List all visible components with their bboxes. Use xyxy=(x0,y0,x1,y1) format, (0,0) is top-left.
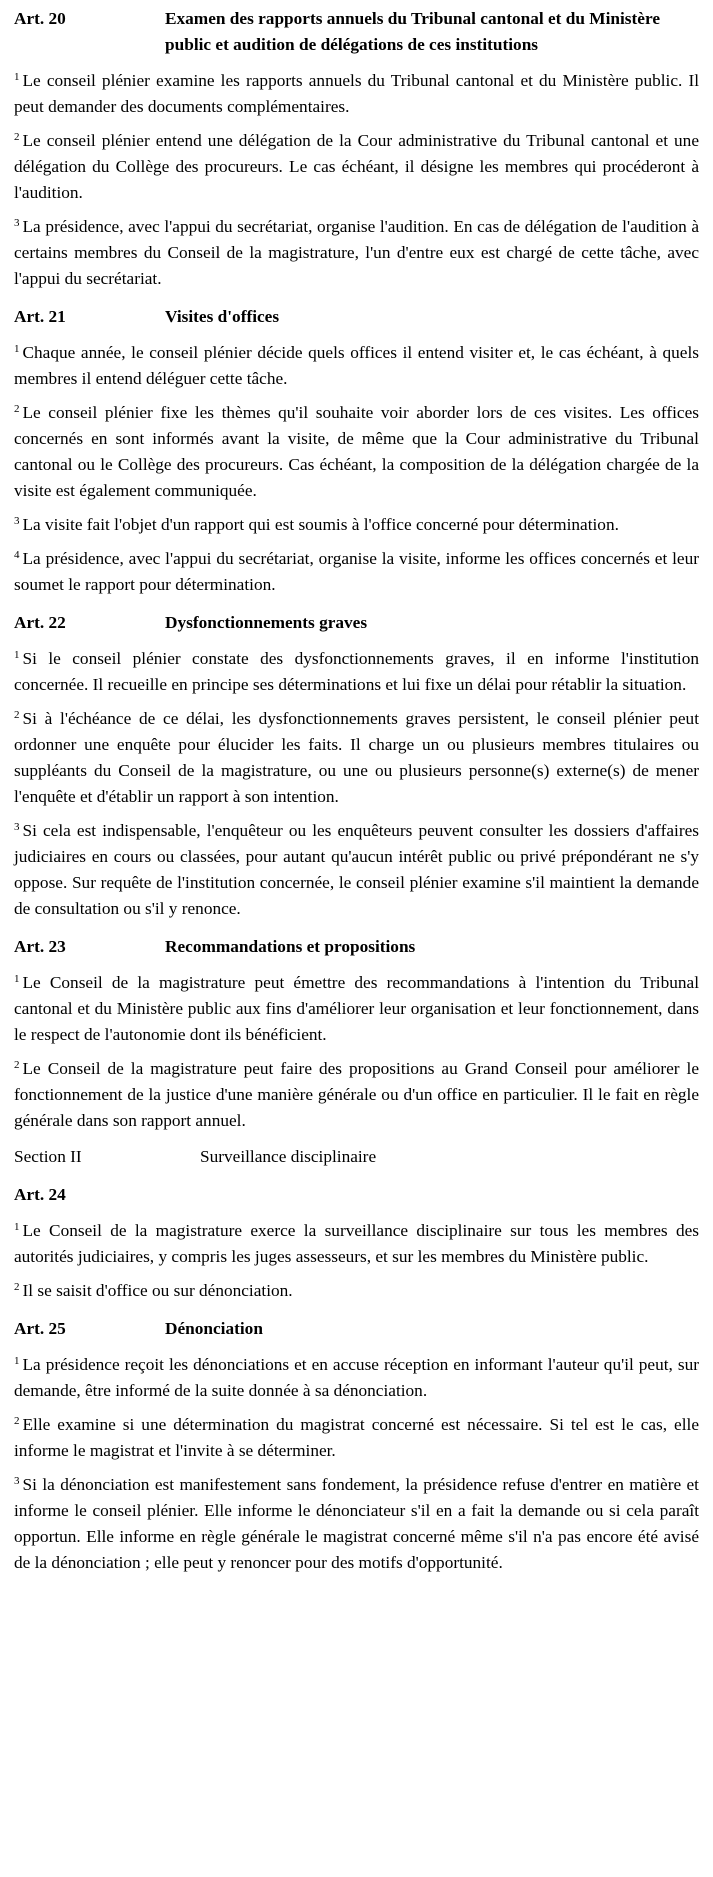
paragraph-number: 2 xyxy=(14,131,20,143)
paragraph-text: Elle examine si une détermination du magistrat concerné est nécessaire. Si tel est le cas, elle informe le magistrat et l'invite à se déterminer. xyxy=(14,1415,699,1460)
section-heading xyxy=(14,1144,699,1170)
paragraph-number: 4 xyxy=(14,549,20,561)
paragraph-text: Le conseil plénier fixe les thèmes qu'il souhaite voir aborder lors de ces visites. Les offices concernés en sont informés avant la visite, de même que la Cour administrative du Tribunal cantonal ou le Collège des procureurs. Cas échéant, la composition de la délégation chargée de la visite est également communiquée. xyxy=(14,403,699,500)
article-heading xyxy=(14,304,699,330)
paragraph-number: 3 xyxy=(14,217,20,229)
paragraph-number: 1 xyxy=(14,1221,20,1233)
paragraph xyxy=(14,1412,699,1464)
paragraph xyxy=(14,706,699,810)
article-heading xyxy=(14,934,699,960)
paragraph-text: La présidence, avec l'appui du secrétariat, organise la visite, informe les offices concernés et leur soumet le rapport pour détermination. xyxy=(14,549,699,594)
article-number: Art. 25 xyxy=(14,1319,66,1338)
article-number: Art. 24 xyxy=(14,1185,66,1204)
paragraph xyxy=(14,512,699,538)
paragraph xyxy=(14,646,699,698)
paragraph xyxy=(14,1278,699,1304)
paragraph xyxy=(14,128,699,206)
paragraph-text: Le Conseil de la magistrature peut émettre des recommandations à l'intention du Tribunal cantonal et du Ministère public aux fins d'améliorer leur organisation et leur fonctionnement, dans le respect de l'autonomie dont ils bénéficient. xyxy=(14,973,699,1044)
paragraph-text: Il se saisit d'office ou sur dénonciation. xyxy=(22,1281,293,1300)
paragraph-text: Si la dénonciation est manifestement sans fondement, la présidence refuse d'entrer en matière et informe le conseil plénier. Elle informe le dénonciateur s'il en a fait la demande ou si cela paraît opportun. Elle informe en règle générale le magistrat concerné même s'il n'a pas encore été avisé de la dénonciation ; elle peut y renoncer pour des motifs d'opportunité. xyxy=(14,1475,699,1572)
paragraph xyxy=(14,818,699,922)
paragraph xyxy=(14,400,699,504)
paragraph-text: Le conseil plénier entend une délégation de la Cour administrative du Tribunal cantonal et une délégation du Collège des procureurs. Le cas échéant, il désigne les membres qui procéderont à l'audition. xyxy=(14,131,699,202)
paragraph-number: 1 xyxy=(14,973,20,985)
paragraph-number: 2 xyxy=(14,709,20,721)
paragraph xyxy=(14,1218,699,1270)
paragraph xyxy=(14,546,699,598)
paragraph xyxy=(14,340,699,392)
section-number: Section II xyxy=(14,1147,82,1166)
paragraph-text: Si à l'échéance de ce délai, les dysfonctionnements graves persistent, le conseil plénier peut ordonner une enquête pour élucider les faits. Il charge un ou plusieurs membres titulaires ou suppléants du Conseil de la magistrature, ou une ou plusieurs personne(s) externe(s) de mener l'enquête et d'établir un rapport à son intention. xyxy=(14,709,699,806)
paragraph-number: 2 xyxy=(14,1281,20,1293)
article-heading xyxy=(14,1182,699,1208)
paragraph-text: La visite fait l'objet d'un rapport qui est soumis à l'office concerné pour détermination. xyxy=(22,515,619,534)
article-heading xyxy=(14,1316,699,1342)
paragraph-number: 3 xyxy=(14,515,20,527)
paragraph-number: 1 xyxy=(14,1355,20,1367)
section-title: Surveillance disciplinaire xyxy=(200,1147,377,1166)
paragraph-number: 2 xyxy=(14,1059,20,1071)
article-number: Art. 20 xyxy=(14,9,66,28)
article-title: Dénonciation xyxy=(165,1319,263,1338)
article-heading xyxy=(14,610,699,636)
paragraph xyxy=(14,1056,699,1134)
paragraph-number: 3 xyxy=(14,1475,20,1487)
paragraph-number: 2 xyxy=(14,403,20,415)
paragraph-text: Chaque année, le conseil plénier décide quels offices il entend visiter et, le cas échéant, à quels membres il entend déléguer cette tâche. xyxy=(14,343,699,388)
paragraph-number: 3 xyxy=(14,821,20,833)
paragraph xyxy=(14,1352,699,1404)
article-title: Visites d'offices xyxy=(165,307,280,326)
paragraph xyxy=(14,970,699,1048)
paragraph-text: Le conseil plénier examine les rapports annuels du Tribunal cantonal et du Ministère public. Il peut demander des documents complémentaires. xyxy=(14,71,699,116)
paragraph-text: Le Conseil de la magistrature exerce la surveillance disciplinaire sur tous les membres des autorités judiciaires, y compris les juges assesseurs, et sur les membres du Ministère public. xyxy=(14,1221,699,1266)
article-title: Recommandations et propositions xyxy=(165,937,416,956)
paragraph-text: La présidence reçoit les dénonciations et en accuse réception en informant l'auteur qu'il peut, sur demande, être informé de la suite donnée à sa dénonciation. xyxy=(14,1355,699,1400)
article-number: Art. 23 xyxy=(14,937,66,956)
article-number: Art. 22 xyxy=(14,613,66,632)
article-heading xyxy=(14,6,699,58)
paragraph-text: Le Conseil de la magistrature peut faire des propositions au Grand Conseil pour améliorer le fonctionnement de la justice d'une manière générale ou d'un office en particulier. Il le fait en règle générale dans son rapport annuel. xyxy=(14,1059,699,1130)
paragraph-number: 2 xyxy=(14,1415,20,1427)
paragraph xyxy=(14,68,699,120)
paragraph-number: 1 xyxy=(14,343,20,355)
paragraph-text: La présidence, avec l'appui du secrétariat, organise l'audition. En cas de délégation de l'audition à certains membres du Conseil de la magistrature, l'un d'entre eux est chargé de cette tâche, avec l'appui du secrétariat. xyxy=(14,217,699,288)
article-title: Dysfonctionnements graves xyxy=(165,613,368,632)
paragraph xyxy=(14,1472,699,1576)
paragraph xyxy=(14,214,699,292)
paragraph-number: 1 xyxy=(14,71,20,83)
paragraph-number: 1 xyxy=(14,649,20,661)
article-number: Art. 21 xyxy=(14,307,66,326)
article-title: Examen des rapports annuels du Tribunal cantonal et du Ministère public et audition de délégations de ces institutions xyxy=(165,9,660,54)
paragraph-text: Si le conseil plénier constate des dysfonctionnements graves, il en informe l'institution concernée. Il recueille en principe ses déterminations et lui fixe un délai pour rétablir la situation. xyxy=(14,649,699,694)
paragraph-text: Si cela est indispensable, l'enquêteur ou les enquêteurs peuvent consulter les dossiers d'affaires judiciaires en cours ou classées, pour autant qu'aucun intérêt public ou privé prépondérant ne s'y oppose. Sur requête de l'institution concernée, le conseil plénier examine s'il maintient la demande de consultation ou s'il y renonce. xyxy=(14,821,699,918)
